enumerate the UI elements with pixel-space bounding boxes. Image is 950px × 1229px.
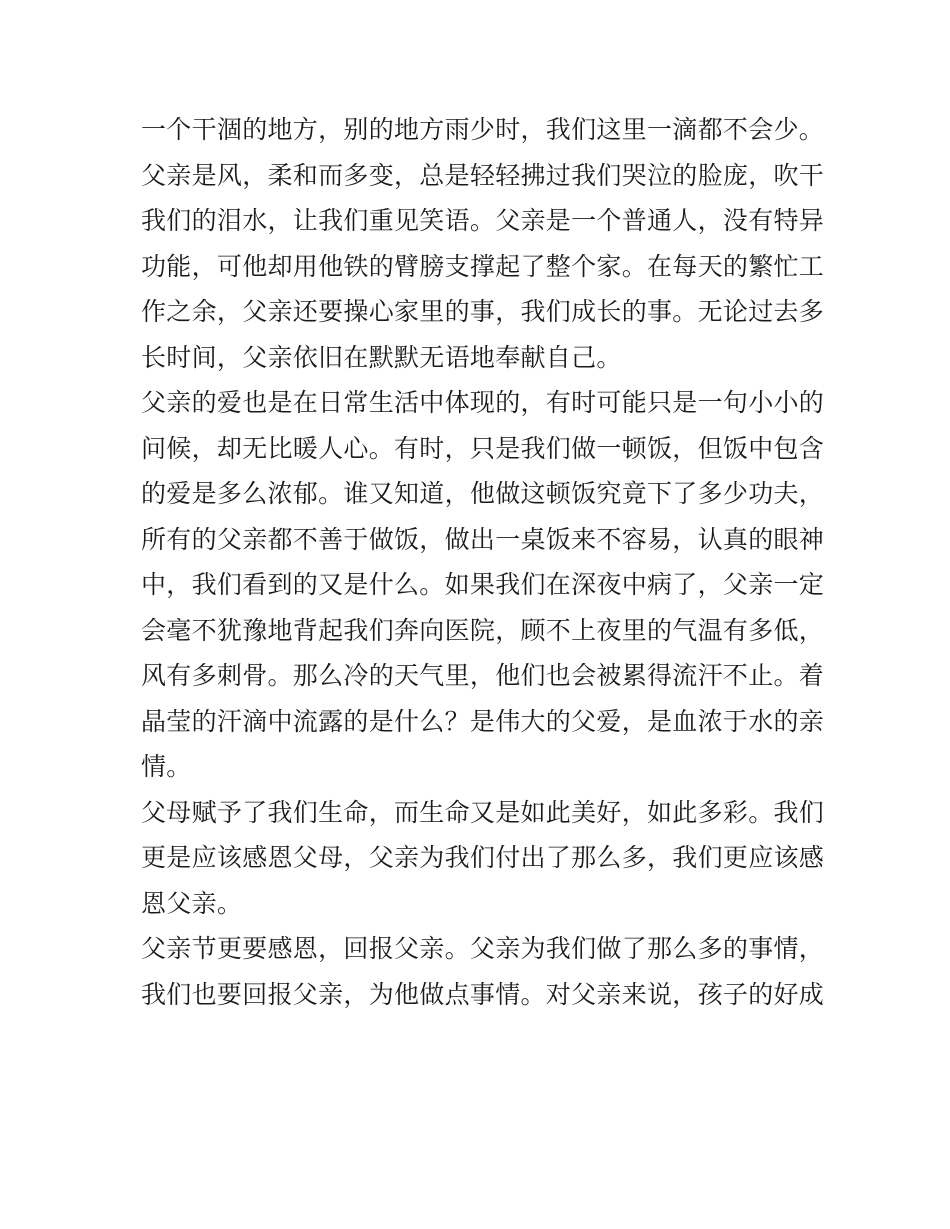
- text-line: 更是应该感恩父母，父亲为我们付出了那么多，我们更应该感: [141, 843, 825, 872]
- text-line: 父亲节更要感恩，回报父亲。父亲为我们做了那么多的事情，: [141, 934, 825, 963]
- text-line: 情。: [141, 752, 192, 781]
- body-text: [141, 107, 831, 1017]
- text-line: 晶莹的汗滴中流露的是什么？是伟大的父爱，是血浓于水的亲: [141, 706, 825, 736]
- text-line: 中，我们看到的又是什么。如果我们在深夜中病了，父亲一定: [141, 570, 825, 599]
- text-line: 问候，却无比暖人心。有时，只是我们做一顿饭，但饭中包含: [141, 433, 825, 463]
- text-line: 功能，可他却用他铁的臂膀支撑起了整个家。在每天的繁忙工: [141, 251, 825, 281]
- text-line: 的爱是多么浓郁。谁又知道，他做这顿饭究竟下了多少功夫，: [141, 479, 825, 508]
- text-line: 风有多刺骨。那么冷的天气里，他们也会被累得流汗不止。着: [141, 661, 825, 690]
- text-line: 作之余，父亲还要操心家里的事，我们成长的事。无论过去多: [141, 297, 825, 326]
- text-line: 恩父亲。: [141, 888, 243, 918]
- text-line: 父母赋予了我们生命，而生命又是如此美好，如此多彩。我们: [141, 797, 825, 827]
- text-line: 会毫不犹豫地背起我们奔向医院，顾不上夜里的气温有多低，: [141, 615, 825, 645]
- text-line: 我们也要回报父亲，为他做点事情。对父亲来说，孩子的好成: [141, 979, 825, 1009]
- text-line: 我们的泪水，让我们重见笑语。父亲是一个普通人，没有特异: [141, 206, 825, 235]
- text-line: 一个干涸的地方，别的地方雨少时，我们这里一滴都不会少。: [141, 115, 825, 144]
- text-line: 父亲是风，柔和而多变，总是轻轻拂过我们哭泣的脸庞，吹干: [141, 160, 825, 190]
- text-line: 所有的父亲都不善于做饭，做出一桌饭来不容易，认真的眼神: [141, 524, 825, 554]
- text-line: 长时间，父亲依旧在默默无语地奉献自己。: [141, 342, 622, 372]
- text-line: 父亲的爱也是在日常生活中体现的，有时可能只是一句小小的: [141, 388, 825, 417]
